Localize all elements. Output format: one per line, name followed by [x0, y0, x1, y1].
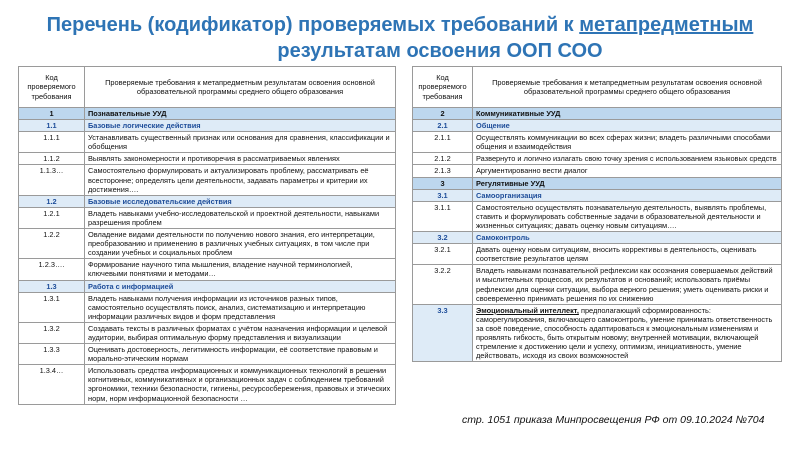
header-requirements: Проверяемые требования к метапредметным результатам освоения основной образовательной программы среднего общего образования — [473, 67, 782, 108]
requirement-code: 2.1.1 — [413, 132, 473, 153]
requirement-text: Осуществлять коммуникации во всех сферах жизни; владеть различными способами общения и взаимодействия — [473, 132, 782, 153]
section-row — [413, 177, 782, 189]
page-title-line1 — [0, 13, 800, 37]
section-row — [19, 108, 396, 120]
requirement-code: 1 — [19, 108, 85, 120]
subsection-row — [19, 195, 396, 207]
header-requirements: Проверяемые требования к метапредметным результатам освоения основной образовательной программы среднего общего образования — [85, 67, 396, 108]
requirement-text: Аргументированно вести диалог — [473, 165, 782, 177]
requirement-code: 1.2.1 — [19, 207, 85, 228]
subsection-row — [19, 120, 396, 132]
header-code: Код проверяемого требования — [413, 67, 473, 108]
table-row — [413, 165, 782, 177]
header-code: Код проверяемого требования — [19, 67, 85, 108]
requirement-code: 1.2 — [19, 195, 85, 207]
requirement-code: 3.2 — [413, 232, 473, 244]
requirement-text: Работа с информацией — [85, 280, 396, 292]
requirement-code: 2.1.3 — [413, 165, 473, 177]
requirement-text: Формирование научного типа мышления, владение научной терминологией, ключевыми понятиями и методами… — [85, 259, 396, 280]
requirement-description: предполагающий сформированность: саморегулирования, включающего самоконтроль, умение принимать ответственность за своё поведение, способность адаптироваться к эмоциональным изменениям и проявлять гибкость, быть открытым новому; внутренней мотивации, включающей стремление к достижению цели и успеху, оптимизм, инициативность, умение действовать, исходя из своих возможностей — [476, 305, 773, 361]
requirement-code: 1.1 — [19, 120, 85, 132]
requirement-text: Выявлять закономерности и противоречия в рассматриваемых явлениях — [85, 153, 396, 165]
table-row — [19, 259, 396, 280]
table-row — [19, 153, 396, 165]
requirement-text: Овладение видами деятельности по получению нового знания, его интерпретации, преобразованию и применению в различных учебных ситуациях, в том числе при создании учебных и социальных проблем — [85, 229, 396, 259]
table-row — [19, 229, 396, 259]
table-row — [19, 322, 396, 343]
requirement-code: 1.1.1 — [19, 132, 85, 153]
requirement-code: 3.1.1 — [413, 201, 473, 231]
requirement-code: 1.3.1 — [19, 292, 85, 322]
requirement-text — [473, 304, 782, 362]
title-link-metapredmetnym[interactable]: метапредметным — [579, 14, 754, 36]
table-header-row — [413, 67, 782, 108]
table-row — [19, 292, 396, 322]
requirement-code: 2 — [413, 108, 473, 120]
table-row — [413, 265, 782, 304]
subsection-row — [413, 232, 782, 244]
right-requirements-table — [412, 66, 782, 362]
table-row — [19, 132, 396, 153]
requirement-text: Самоконтроль — [473, 232, 782, 244]
requirement-text: Регулятивные УУД — [473, 177, 782, 189]
subsection-row — [413, 120, 782, 132]
requirement-text: Владеть навыками получения информации из источников разных типов, самостоятельно осуществлять поиск, анализ, систематизацию и интерпретацию информации различных видов и форм представления — [85, 292, 396, 322]
table-row — [413, 132, 782, 153]
requirement-text: Давать оценку новым ситуациям, вносить коррективы в деятельность, оценивать соответствие результатов целям — [473, 244, 782, 265]
requirement-code: 2.1 — [413, 120, 473, 132]
left-requirements-table — [18, 66, 396, 405]
requirement-text: Самостоятельно осуществлять познавательную деятельность, выявлять проблемы, ставить и формулировать собственные задачи в образовательной деятельности и жизненных ситуациях; давать оценку новым ситуациям…. — [473, 201, 782, 231]
requirement-text: Общение — [473, 120, 782, 132]
requirement-code: 3.1 — [413, 189, 473, 201]
table-row — [413, 304, 782, 362]
requirement-text: Коммуникативные УУД — [473, 108, 782, 120]
table-row — [19, 165, 396, 195]
requirement-code: 1.1.2 — [19, 153, 85, 165]
table-row — [413, 244, 782, 265]
requirement-code: 1.2.3…. — [19, 259, 85, 280]
requirement-code: 1.1.3… — [19, 165, 85, 195]
requirement-code: 3.2.2 — [413, 265, 473, 304]
requirement-text: Самоорганизация — [473, 189, 782, 201]
requirement-text: Оценивать достоверность, легитимность информации, её соответствие правовым и морально-этическим нормам — [85, 344, 396, 365]
requirement-text: Устанавливать существенный признак или основания для сравнения, классификации и обобщения — [85, 132, 396, 153]
table-row — [413, 201, 782, 231]
requirement-text: Владеть навыками познавательной рефлексии как осознания совершаемых действий и мыслительных процессов, их результатов и оснований; использовать приёмы рефлексии для оценки ситуации, выбора верного решения; уметь оценивать риски и своевременно принимать решения по их снижению — [473, 265, 782, 304]
requirement-code: 3.2.1 — [413, 244, 473, 265]
subsection-row — [413, 189, 782, 201]
requirement-code: 1.3.4… — [19, 365, 85, 404]
requirement-text: Базовые логические действия — [85, 120, 396, 132]
section-row — [413, 108, 782, 120]
page-title-line2: результатам освоения ООП СОО — [277, 40, 603, 62]
page-title-text: Перечень (кодификатор) проверяемых требований к — [46, 14, 580, 36]
requirement-text: Использовать средства информационных и коммуникационных технологий в решении когнитивных, коммуникативных и организационных задач с соблюдением требований эргономики, техники безопасности, гигиены, ресурсосбережения, правовых и этических норм, норм информационной безопасности … — [85, 365, 396, 404]
requirement-text: Развернуто и логично излагать свою точку зрения с использованием языковых средств — [473, 153, 782, 165]
requirement-code: 3 — [413, 177, 473, 189]
requirement-text: Самостоятельно формулировать и актуализировать проблему, рассматривать её всесторонне; определять цели деятельности, задавать параметры и критерии их достижения…. — [85, 165, 396, 195]
table-row — [19, 365, 396, 404]
table-row — [413, 153, 782, 165]
requirement-code: 2.1.2 — [413, 153, 473, 165]
requirement-text: Создавать тексты в различных форматах с учётом назначения информации и целевой аудитории, выбирая оптимальную форму представления и визуализации — [85, 322, 396, 343]
requirement-code: 3.3 — [413, 304, 473, 362]
table-row — [19, 344, 396, 365]
requirement-code: 1.3.3 — [19, 344, 85, 365]
table-header-row — [19, 67, 396, 108]
requirement-label: Эмоциональный интеллект, — [476, 305, 579, 315]
source-caption: стр. 1051 приказа Минпросвещения РФ от 09.10.2024 №704 — [462, 414, 765, 426]
requirement-code: 1.3.2 — [19, 322, 85, 343]
requirement-code: 1.2.2 — [19, 229, 85, 259]
requirement-text: Базовые исследовательские действия — [85, 195, 396, 207]
requirement-text: Познавательные УУД — [85, 108, 396, 120]
subsection-row — [19, 280, 396, 292]
table-row — [19, 207, 396, 228]
requirement-code: 1.3 — [19, 280, 85, 292]
requirement-text: Владеть навыками учебно-исследовательской и проектной деятельности, навыками разрешения проблем — [85, 207, 396, 228]
